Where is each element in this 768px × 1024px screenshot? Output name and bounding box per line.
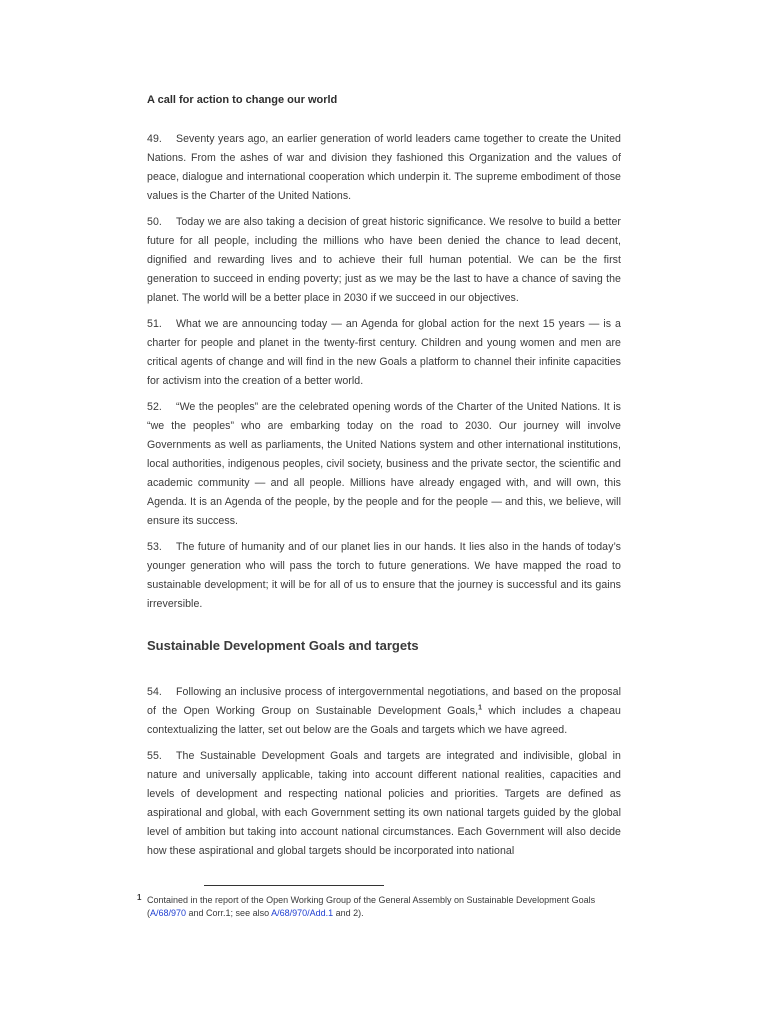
section-heading: Sustainable Development Goals and targets — [147, 638, 419, 653]
paragraph-51 — [147, 315, 621, 391]
paragraph-number: 54. — [147, 686, 162, 698]
paragraph-number: 55. — [147, 750, 162, 762]
subheading: A call for action to change our world — [147, 94, 338, 106]
paragraph-text: The future of humanity and of our planet lies in our hands. It lies also in the hands of today’s younger generation who will pass the torch to future generations. We have mapped the road to sustainable development; it will be for all of us to ensure that the journey is successful and its gains irreversible. — [147, 541, 621, 610]
paragraph-number: 50. — [147, 216, 162, 228]
document-link-a68970-add1[interactable]: A/68/970/Add.1 — [271, 907, 334, 918]
paragraph-54 — [147, 683, 621, 740]
paragraph-53 — [147, 538, 621, 614]
footnote-mark: 1 — [137, 893, 142, 902]
footnote — [137, 894, 617, 919]
paragraph-text: Seventy years ago, an earlier generation of world leaders came together to create the United Nations. From the ashes of war and division they fashioned this Organization and the values of peace, dialogue and international cooperation which underpin it. The supreme embodiment of those values is the Charter of the United Nations. — [147, 133, 621, 202]
paragraph-52 — [147, 398, 621, 531]
paragraph-55 — [147, 747, 621, 861]
paragraph-number: 51. — [147, 318, 162, 330]
paragraph-text: Today we are also taking a decision of great historic significance. We resolve to build a better future for all people, including the millions who have been denied the chance to lead decent, dignified and rewarding lives and to achieve their full human potential. We can be the first generation to succeed in ending poverty; just as we may be the last to have a chance of saving the planet. The world will be a better place in 2030 if we succeed in our objectives. — [147, 216, 621, 304]
footnote-text-part: and 2). — [333, 907, 364, 918]
footnote-divider — [204, 885, 384, 886]
paragraph-text: The Sustainable Development Goals and targets are integrated and indivisible, global in nature and universally applicable, taking into account different national realities, capacities and levels of development and respecting national policies and priorities. Targets are defined as aspirational and global, with each Government setting its own national targets guided by the global level of ambition but taking into account national circumstances. Each Government will also decide how these aspirational and global targets should be incorporated into national — [147, 750, 621, 857]
footnote-text-part: Contained in the report of the Open Working Group of the General Assembly on Sustainable Development Goals ( — [147, 895, 596, 918]
paragraph-text: “We the peoples” are the celebrated opening words of the Charter of the United Nations. It is “we the peoples” who are embarking today on the road to 2030. Our journey will involve Governments as well as parliaments, the United Nations system and other international institutions, local authorities, indigenous peoples, civil society, business and the private sector, the scientific and academic community — and all people. Millions have already engaged with, and will own, this Agenda. It is an Agenda of the people, by the people and for the people — and this, we believe, will ensure its success. — [147, 401, 621, 527]
footnote-reference[interactable]: 1 — [478, 704, 483, 712]
paragraph-49 — [147, 130, 621, 206]
paragraph-50 — [147, 213, 621, 308]
paragraph-number: 52. — [147, 401, 162, 413]
paragraph-text-continued: which includes a chapeau contextualizing the latter, set out below are the Goals and targets which we have agreed. — [147, 705, 621, 736]
footnote-text — [147, 894, 617, 919]
paragraph-text: What we are announcing today — an Agenda for global action for the next 15 years — is a charter for people and planet in the twenty-first century. Children and young women and men are critical agents of change and will find in the new Goals a platform to channel their infinite capacities for activism into the creation of a better world. — [147, 318, 621, 387]
paragraph-number: 49. — [147, 133, 162, 145]
document-link-a68970[interactable]: A/68/970 — [150, 907, 187, 918]
document-page — [147, 90, 621, 868]
footnote-text-part: and Corr.1; see also — [186, 907, 272, 918]
paragraph-text: Following an inclusive process of intergovernmental negotiations, and based on the proposal of the Open Working Group on Sustainable Development Goals, — [147, 686, 621, 717]
paragraph-number: 53. — [147, 541, 162, 553]
